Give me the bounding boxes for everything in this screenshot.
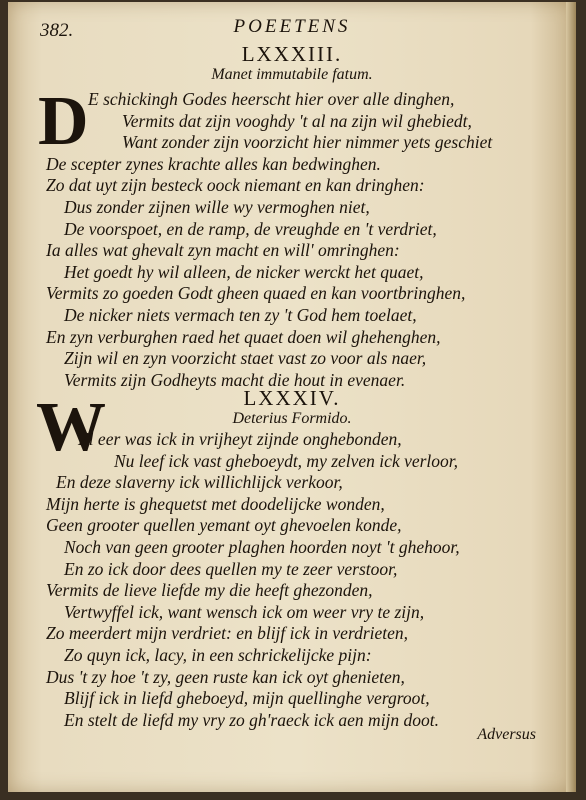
- poem1-line: Ia alles wat ghevalt zyn macht en will' omringhen:: [46, 240, 400, 261]
- page-header: [8, 10, 576, 40]
- poem1-line: De nicker niets vermach ten zy 't God hem toelaet,: [64, 305, 417, 325]
- poem2-line: Zo quyn ick, lacy, in een schrickelijcke pijn:: [64, 645, 372, 665]
- poem1-line: En zyn verburghen raed het quaet doen wil ghehenghen,: [46, 326, 441, 347]
- poem2-line: Vertwyffel ick, want wensch ick om weer vry te zijn,: [64, 601, 425, 622]
- poem2-line: En deze slaverny ick willichlijck verkoor,: [56, 472, 343, 493]
- catchword: Adversus: [477, 726, 536, 743]
- poem2-line: Nu leef ick vast gheboeydt, my zelven ick verloor,: [114, 450, 459, 471]
- running-title: POEETENS: [233, 16, 351, 37]
- poem1-line: Dus zonder zijnen wille wy vermoghen niet,: [64, 197, 370, 217]
- poem1-dropcap: D: [38, 83, 89, 160]
- poem2-line: En zo ick door dees quellen my te zeer verstoor,: [64, 558, 398, 579]
- poem1-line: E schickingh Godes heerscht hier over alle dinghen,: [88, 89, 455, 109]
- book-page: [8, 2, 576, 792]
- poem2-line: Zo meerdert mijn verdriet: en blijf ick in verdrieten,: [46, 623, 409, 644]
- poem2-line: El eer was ick in vrijheyt zijnde onghebonden,: [78, 429, 402, 449]
- poem2-line: Dus 't zy hoe 't zy, geen ruste kan ick oyt ghenieten,: [46, 666, 405, 687]
- poem2-dropcap: W: [36, 389, 106, 466]
- poem1-line: Zo dat uyt zijn besteck oock niemant en kan dringhen:: [46, 175, 425, 196]
- poem2-subtitle: Deterius Formido.: [232, 410, 352, 427]
- poem1-line: Want zonder zijn voorzicht hier nimmer yets geschiet: [122, 132, 493, 153]
- poem2-line: Blijf ick in liefd gheboeyd, mijn quellinghe vergroot,: [64, 688, 430, 709]
- poem2-line: Noch van geen grooter plaghen hoorden noyt 't ghehoor,: [64, 537, 460, 557]
- poem1-line: Vermits zo goeden Godt gheen quaed en kan voortbringhen,: [46, 283, 466, 304]
- poem2-line: Mijn herte is ghequetst met doodelijcke wonden,: [46, 493, 385, 514]
- poem1-line: Zijn wil en zyn voorzicht staet vast zo voor als naer,: [64, 348, 427, 369]
- poem1-title: LXXXIII.: [241, 42, 343, 66]
- poem2-title: LXXXIV.: [243, 386, 341, 410]
- poem2-line: En stelt de liefd my vry zo gh'raeck ick aen mijn doot.: [64, 709, 440, 730]
- poem2-line: Geen grooter quellen yemant oyt ghevoelen konde,: [46, 515, 402, 536]
- page-number: 382.: [40, 20, 74, 41]
- poem1-subtitle: Manet immutabile fatum.: [211, 66, 373, 83]
- poem1-line: Vermits dat zijn vooghdy 't al na zijn wil ghebiedt,: [122, 110, 472, 131]
- poem1-line: De scepter zynes krachte alles kan bedwinghen.: [46, 153, 381, 174]
- poem1-line: Het goedt hy wil alleen, de nicker werckt het quaet,: [64, 261, 424, 282]
- poem1-line: Vermits zijn Godheyts macht die hout in evenaer.: [64, 369, 406, 390]
- poem1-line: De voorspoet, en de ramp, de vreughde en 't verdriet,: [64, 218, 437, 239]
- poem2-line: Vermits de lieve liefde my die heeft ghezonden,: [46, 580, 373, 601]
